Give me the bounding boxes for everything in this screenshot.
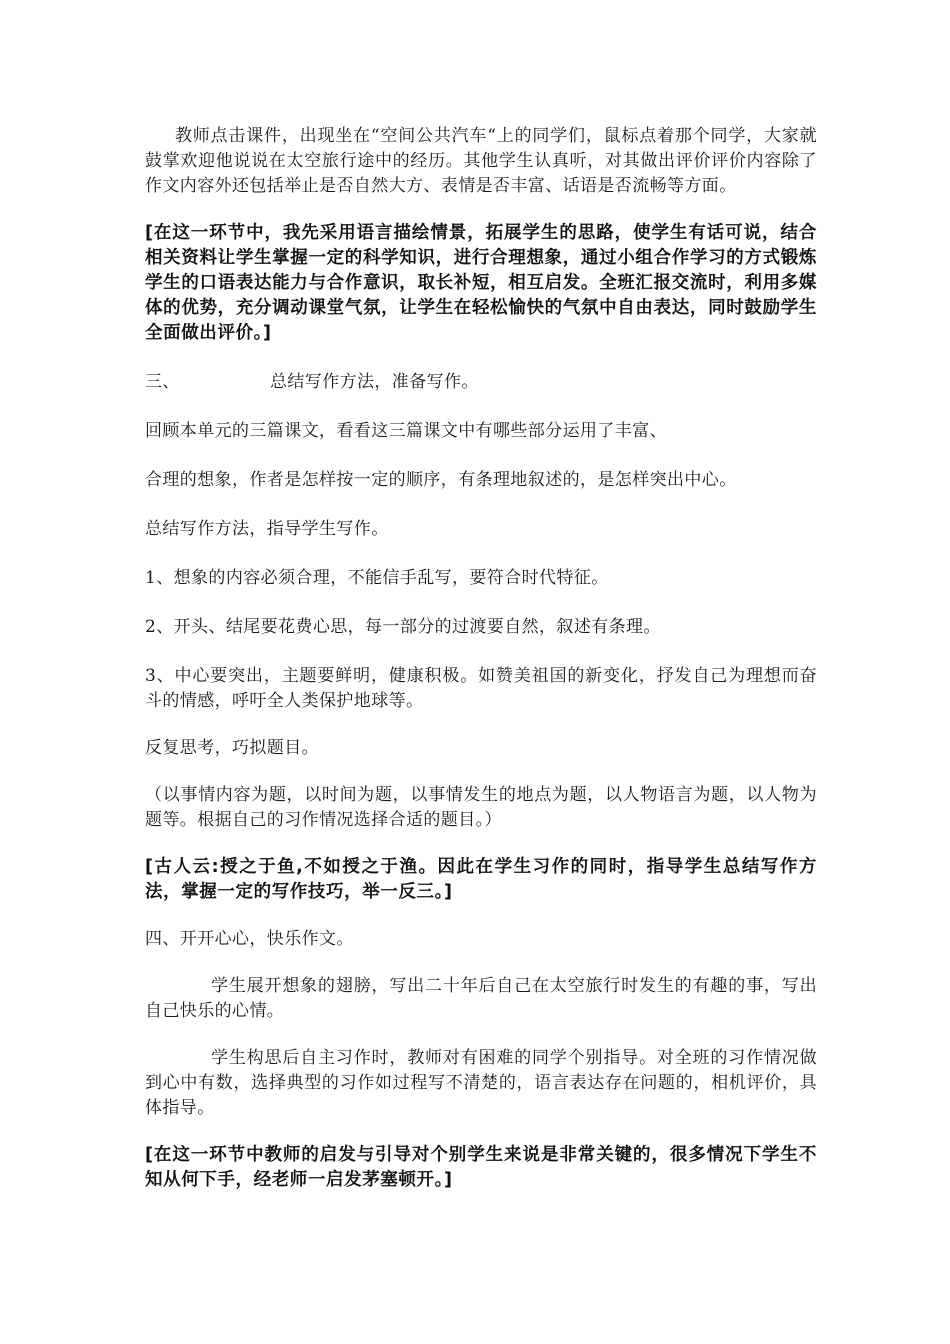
paragraph-teacher-courseware: 教师点击课件，出现坐在“空间公共汽车“上的同学们，鼠标点着那个同学，大家就鼓掌欢迎他说说在太空旅行途中的经历。其他学生认真听，对其做出评价评价内容除了作文内容外还包括举止是否自然大方、表情是否丰富、话语是否流畅等方面。 xyxy=(145,126,817,196)
paragraph-reasonable-imagination: 合理的想象，作者是怎样按一定的顺序，有条理地叙述的，是怎样突出中心。 xyxy=(145,470,737,490)
section-3-number: 三、 xyxy=(145,372,180,392)
list-item-1: 1、想象的内容必须合理，不能信手乱写，要符合时代特征。 xyxy=(145,568,609,588)
section-3-heading xyxy=(145,370,817,395)
paragraph-summary-methods: 总结写作方法，指导学生写作。 xyxy=(145,519,389,539)
document-page xyxy=(145,124,817,1193)
commentary-note-3: [在这一环节中教师的启发与引导对个别学生来说是非常关键的，很多情况下学生不知从何下手，经老师一启发茅塞顿开。] xyxy=(145,1145,817,1190)
paragraph-imagination-wings: 学生展开想象的翅膀，写出二十年后自己在太空旅行时发生的有趣的事，写出自己快乐的心情。 xyxy=(145,976,817,1021)
commentary-note-1: [在这一环节中，我先采用语言描绘情景，拓展学生的思路，使学生有话可说，结合相关资料让学生掌握一定的科学知识，进行合理想象，通过小组合作学习的方式锻炼学生的口语表达能力与合作意识，取长补短，相互启发。全班汇报交流时，利用多媒体的优势，充分调动课堂气氛，让学生在轻松愉快的气氛中自由表达，同时鼓励学生全面做出评价。] xyxy=(145,223,817,343)
list-item-2: 2、开头、结尾要花费心思，每一部分的过渡要自然，叙述有条理。 xyxy=(145,617,661,637)
section-4-heading: 四、开开心心，快乐作文。 xyxy=(145,929,354,949)
paragraph-think-titles: 反复思考，巧拟题目。 xyxy=(145,738,319,758)
commentary-note-2: [古人云:授之于鱼,不如授之于渔。因此在学生习作的同时，指导学生总结写作方法，掌握一定的写作技巧，举一反三。] xyxy=(145,857,817,902)
section-3-title: 总结写作方法，准备写作。 xyxy=(270,372,479,392)
paragraph-independent-writing: 学生构思后自主习作时，教师对有困难的同学个别指导。对全班的习作情况做到心中有数，选择典型的习作如过程写不清楚的，语言表达存在问题的，相机评价，具体指导。 xyxy=(145,1048,817,1118)
list-item-3: 3、中心要突出，主题要鲜明，健康积极。如赞美祖国的新变化，抒发自己为理想而奋斗的情感，呼吁全人类保护地球等。 xyxy=(145,666,817,711)
paragraph-review-texts: 回顾本单元的三篇课文，看看这三篇课文中有哪些部分运用了丰富、 xyxy=(145,421,667,441)
paragraph-title-options: （以事情内容为题，以时间为题，以事情发生的地点为题，以人物语言为题，以人物为题等。根据自己的习作情况选择合适的题目。） xyxy=(145,785,817,830)
